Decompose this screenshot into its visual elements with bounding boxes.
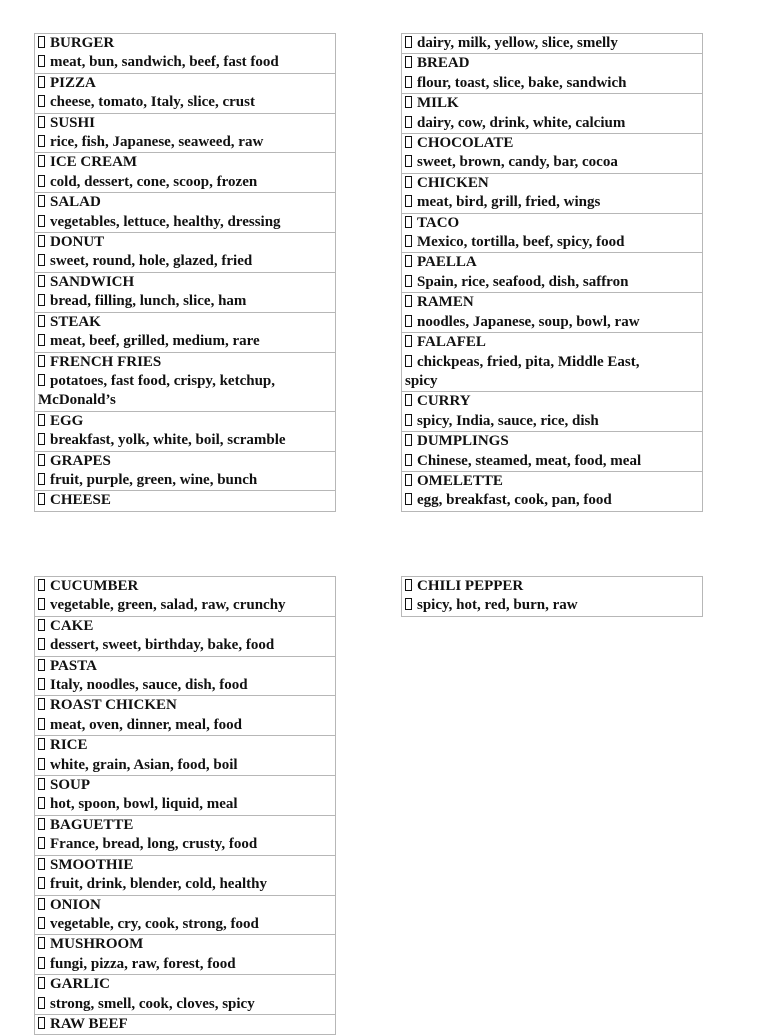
word-card-text: STEAK	[50, 313, 101, 330]
checkbox-glyph-icon	[405, 598, 412, 610]
word-card-text: ONION	[50, 896, 101, 913]
word-card-clues	[38, 53, 333, 72]
word-card-text: PASTA	[50, 657, 97, 674]
word-card-text: GRAPES	[50, 452, 111, 469]
word-card	[402, 293, 702, 333]
word-card-text: fungi, pizza, raw, forest, food	[50, 955, 236, 972]
checkbox-glyph-icon	[38, 659, 45, 671]
checkbox-glyph-icon	[38, 858, 45, 870]
checkbox-glyph-icon	[38, 254, 45, 266]
word-card-text: spicy, hot, red, burn, raw	[417, 597, 578, 614]
word-card-heading	[38, 1015, 333, 1034]
checkbox-glyph-icon	[38, 619, 45, 631]
word-card-clues	[38, 915, 333, 934]
checkbox-glyph-icon	[405, 493, 412, 505]
word-card-clues	[405, 114, 700, 133]
word-card-heading	[405, 472, 700, 491]
checkbox-glyph-icon	[405, 355, 412, 367]
word-card-text: FRENCH FRIES	[50, 353, 162, 370]
word-card-heading	[405, 214, 700, 233]
word-card-heading	[38, 577, 333, 596]
word-card	[35, 736, 335, 776]
word-card-text: fruit, purple, green, wine, bunch	[50, 471, 258, 488]
word-card-column-bottom-right	[401, 576, 703, 617]
word-card-text: meat, oven, dinner, meal, food	[50, 716, 242, 733]
word-card	[35, 935, 335, 975]
word-card-text: vegetables, lettuce, healthy, dressing	[50, 213, 281, 230]
word-card-heading	[38, 657, 333, 676]
checkbox-glyph-icon	[38, 837, 45, 849]
word-card-text: bread, filling, lunch, slice, ham	[50, 293, 247, 310]
word-card-text: CHILI PEPPER	[417, 578, 524, 594]
word-card-clues	[38, 93, 333, 112]
checkbox-glyph-icon	[405, 275, 412, 287]
word-card-text: OMELETTE	[417, 472, 503, 489]
word-card-text: CAKE	[50, 617, 94, 634]
word-card-column-top-left	[34, 33, 336, 512]
checkbox-glyph-icon	[38, 473, 45, 485]
word-card-clues	[38, 955, 333, 974]
word-card-text: chickpeas, fried, pita, Middle East,	[417, 353, 640, 370]
word-card-clues	[38, 756, 333, 775]
checkbox-glyph-icon	[38, 294, 45, 306]
checkbox-glyph-icon	[405, 394, 412, 406]
word-card	[402, 174, 702, 214]
checkbox-glyph-icon	[405, 579, 412, 591]
checkbox-glyph-icon	[38, 898, 45, 910]
checkbox-glyph-icon	[38, 334, 45, 346]
word-card	[402, 214, 702, 254]
word-card-text: sweet, round, hole, glazed, fried	[50, 253, 253, 270]
word-card-heading	[38, 935, 333, 954]
checkbox-glyph-icon	[38, 235, 45, 247]
checkbox-glyph-icon	[38, 95, 45, 107]
word-card-text: fruit, drink, blender, cold, healthy	[50, 876, 267, 893]
word-card-heading	[38, 816, 333, 835]
checkbox-glyph-icon	[38, 997, 45, 1009]
word-card-heading	[38, 34, 333, 53]
word-card-clues	[405, 353, 700, 372]
word-card-heading	[405, 253, 700, 272]
word-card-text: CUCUMBER	[50, 578, 139, 594]
word-card-clues	[38, 133, 333, 152]
checkbox-glyph-icon	[405, 335, 412, 347]
word-card-heading	[38, 273, 333, 292]
word-card	[402, 94, 702, 134]
checkbox-glyph-icon	[38, 493, 45, 505]
checkbox-glyph-icon	[405, 216, 412, 228]
word-card	[35, 412, 335, 452]
word-card-clues	[38, 372, 333, 391]
word-card-heading	[38, 452, 333, 471]
word-card-text: white, grain, Asian, food, boil	[50, 756, 238, 773]
word-card-heading	[38, 193, 333, 212]
word-card-text: SMOOTHIE	[50, 856, 134, 873]
word-card-text: strong, smell, cook, cloves, spicy	[50, 995, 255, 1012]
word-card-clues	[38, 252, 333, 271]
word-card	[402, 577, 702, 617]
checkbox-glyph-icon	[405, 136, 412, 148]
word-card-text: spicy	[405, 372, 438, 389]
word-card-heading	[405, 34, 700, 53]
word-card-clues	[38, 431, 333, 450]
checkbox-glyph-icon	[38, 1017, 45, 1029]
word-card-text: vegetable, cry, cook, strong, food	[50, 915, 259, 932]
word-card	[402, 54, 702, 94]
word-card-text: dairy, milk, yellow, slice, smelly	[417, 35, 618, 51]
checkbox-glyph-icon	[38, 678, 45, 690]
word-card	[35, 273, 335, 313]
word-card-text: ICE CREAM	[50, 154, 138, 171]
word-card-text: meat, bird, grill, fried, wings	[417, 194, 601, 211]
word-card-clues	[38, 391, 333, 410]
word-card-text: cold, dessert, cone, scoop, frozen	[50, 173, 258, 190]
word-card-text: PIZZA	[50, 74, 96, 91]
word-card-text: hot, spoon, bowl, liquid, meal	[50, 796, 238, 813]
word-card-clues	[38, 213, 333, 232]
word-card-heading	[38, 975, 333, 994]
word-card-text: egg, breakfast, cook, pan, food	[417, 492, 612, 509]
word-card-clues	[38, 173, 333, 192]
word-card-text: potatoes, fast food, crispy, ketchup,	[50, 372, 276, 389]
word-card	[35, 975, 335, 1015]
word-card-heading	[38, 353, 333, 372]
word-card-column-top-right	[401, 33, 703, 512]
word-card-clues	[405, 372, 700, 391]
word-card	[35, 114, 335, 154]
checkbox-glyph-icon	[38, 758, 45, 770]
checkbox-glyph-icon	[38, 215, 45, 227]
word-card-clues	[38, 716, 333, 735]
word-card-text: TACO	[417, 214, 460, 231]
word-card	[35, 1015, 335, 1035]
word-card	[402, 333, 702, 392]
checkbox-glyph-icon	[38, 698, 45, 710]
checkbox-glyph-icon	[38, 977, 45, 989]
word-card-text: FALAFEL	[417, 334, 486, 351]
word-card-heading	[405, 94, 700, 113]
word-card	[402, 392, 702, 432]
word-card	[402, 134, 702, 174]
word-card	[35, 153, 335, 193]
word-card	[35, 577, 335, 617]
word-card	[402, 34, 702, 54]
word-card-heading	[38, 856, 333, 875]
word-card-heading	[38, 313, 333, 332]
checkbox-glyph-icon	[38, 957, 45, 969]
checkbox-glyph-icon	[405, 255, 412, 267]
word-card	[402, 253, 702, 293]
checkbox-glyph-icon	[405, 56, 412, 68]
word-card-clues	[405, 412, 700, 431]
word-card-text: Italy, noodles, sauce, dish, food	[50, 677, 248, 694]
word-card-text: GARLIC	[50, 976, 111, 993]
word-card-text: RAW BEEF	[50, 1015, 128, 1032]
checkbox-glyph-icon	[38, 195, 45, 207]
word-card-text: breakfast, yolk, white, boil, scramble	[50, 432, 286, 449]
word-card	[35, 776, 335, 816]
checkbox-glyph-icon	[405, 76, 412, 88]
word-card-heading	[38, 74, 333, 93]
word-card-heading	[38, 736, 333, 755]
word-card-text: France, bread, long, crusty, food	[50, 836, 258, 853]
word-card-text: Mexico, tortilla, beef, spicy, food	[417, 234, 625, 251]
word-card	[35, 696, 335, 736]
word-card-clues	[38, 471, 333, 490]
word-card-clues	[405, 452, 700, 471]
checkbox-glyph-icon	[38, 598, 45, 610]
checkbox-glyph-icon	[405, 155, 412, 167]
checkbox-glyph-icon	[38, 917, 45, 929]
word-card-heading	[38, 896, 333, 915]
word-card-heading	[405, 392, 700, 411]
checkbox-glyph-icon	[405, 454, 412, 466]
word-card	[35, 313, 335, 353]
word-card-text: SOUP	[50, 777, 91, 794]
word-card-text: CHOCOLATE	[417, 135, 514, 152]
checkbox-glyph-icon	[405, 295, 412, 307]
word-card-text: meat, bun, sandwich, beef, fast food	[50, 54, 279, 71]
checkbox-glyph-icon	[38, 374, 45, 386]
word-card-text: SALAD	[50, 194, 101, 211]
checkbox-glyph-icon	[38, 155, 45, 167]
word-card-text: cheese, tomato, Italy, slice, crust	[50, 94, 255, 111]
word-card-text: BAGUETTE	[50, 816, 134, 833]
checkbox-glyph-icon	[405, 434, 412, 446]
word-card	[35, 74, 335, 114]
word-card-text: rice, fish, Japanese, seaweed, raw	[50, 134, 264, 151]
checkbox-glyph-icon	[405, 315, 412, 327]
checkbox-glyph-icon	[405, 176, 412, 188]
word-card-heading	[405, 54, 700, 73]
word-card-clues	[38, 292, 333, 311]
checkbox-glyph-icon	[405, 235, 412, 247]
word-card-clues	[38, 995, 333, 1014]
word-card-text: MILK	[417, 95, 459, 112]
word-card-heading	[38, 696, 333, 715]
word-card-text: DONUT	[50, 234, 105, 251]
word-card-heading	[405, 134, 700, 153]
word-card-clues	[38, 676, 333, 695]
word-card-heading	[38, 233, 333, 252]
checkbox-glyph-icon	[38, 135, 45, 147]
word-card-text: PAELLA	[417, 254, 477, 271]
word-card-text: dairy, cow, drink, white, calcium	[417, 114, 626, 131]
word-card-text: Chinese, steamed, meat, food, meal	[417, 452, 642, 469]
checkbox-glyph-icon	[405, 96, 412, 108]
word-card-text: SANDWICH	[50, 273, 135, 290]
checkbox-glyph-icon	[38, 778, 45, 790]
checkbox-glyph-icon	[38, 275, 45, 287]
word-card-text: DUMPLINGS	[417, 433, 509, 450]
checkbox-glyph-icon	[38, 877, 45, 889]
word-card-clues	[38, 636, 333, 655]
word-card-heading	[405, 293, 700, 312]
checkbox-glyph-icon	[405, 414, 412, 426]
word-card-text: RICE	[50, 737, 88, 754]
checkbox-glyph-icon	[38, 355, 45, 367]
word-card-text: RAMEN	[417, 294, 474, 311]
word-card-clues	[405, 74, 700, 93]
checkbox-glyph-icon	[38, 818, 45, 830]
word-card-text: ROAST CHICKEN	[50, 697, 177, 714]
word-card-text: CHICKEN	[417, 174, 489, 191]
word-card-heading	[405, 174, 700, 193]
checkbox-glyph-icon	[405, 474, 412, 486]
word-card-text: meat, beef, grilled, medium, rare	[50, 333, 260, 350]
word-card-text: noodles, Japanese, soup, bowl, raw	[417, 313, 640, 330]
word-card-heading	[38, 153, 333, 172]
word-card-text: vegetable, green, salad, raw, crunchy	[50, 597, 286, 614]
checkbox-glyph-icon	[38, 738, 45, 750]
checkbox-glyph-icon	[38, 797, 45, 809]
word-card-clues	[38, 596, 333, 615]
word-card	[35, 353, 335, 412]
word-card	[35, 896, 335, 936]
checkbox-glyph-icon	[38, 414, 45, 426]
word-card-heading	[405, 432, 700, 451]
word-card	[35, 233, 335, 273]
word-card-clues	[38, 795, 333, 814]
word-card-heading	[38, 491, 333, 510]
word-card-clues	[405, 273, 700, 292]
checkbox-glyph-icon	[38, 116, 45, 128]
checkbox-glyph-icon	[405, 116, 412, 128]
word-card-heading	[38, 776, 333, 795]
word-card-clues	[405, 596, 700, 615]
word-card-clues	[38, 332, 333, 351]
checkbox-glyph-icon	[38, 175, 45, 187]
word-card-clues	[405, 193, 700, 212]
word-card-heading	[405, 333, 700, 352]
word-card	[35, 617, 335, 657]
word-card-text: McDonald’s	[38, 392, 116, 409]
checkbox-glyph-icon	[38, 454, 45, 466]
word-card-text: dessert, sweet, birthday, bake, food	[50, 637, 275, 654]
word-card	[35, 34, 335, 74]
word-card-heading	[405, 577, 700, 596]
checkbox-glyph-icon	[38, 433, 45, 445]
word-card-text: sweet, brown, candy, bar, cocoa	[417, 154, 618, 171]
word-card	[35, 816, 335, 856]
word-card-text: spicy, India, sauce, rice, dish	[417, 412, 599, 429]
word-card-text: MUSHROOM	[50, 936, 144, 953]
word-card-text: SUSHI	[50, 114, 96, 131]
checkbox-glyph-icon	[405, 195, 412, 207]
word-card-heading	[38, 114, 333, 133]
word-card-clues	[38, 875, 333, 894]
word-card-clues	[405, 233, 700, 252]
word-card-text: CHEESE	[50, 492, 111, 509]
word-card-text: Spain, rice, seafood, dish, saffron	[417, 273, 629, 290]
checkbox-glyph-icon	[38, 718, 45, 730]
checkbox-glyph-icon	[38, 638, 45, 650]
word-card-clues	[405, 491, 700, 510]
word-card-heading	[38, 617, 333, 636]
word-card-text: EGG	[50, 412, 84, 429]
word-card	[402, 432, 702, 472]
word-card-text: CURRY	[417, 393, 471, 410]
word-card-clues	[405, 313, 700, 332]
word-card	[402, 472, 702, 512]
word-card-heading	[38, 412, 333, 431]
checkbox-glyph-icon	[38, 55, 45, 67]
word-card	[35, 856, 335, 896]
word-card	[35, 452, 335, 492]
checkbox-glyph-icon	[38, 76, 45, 88]
word-card	[35, 491, 335, 511]
checkbox-glyph-icon	[38, 36, 45, 48]
word-card-column-bottom-left	[34, 576, 336, 1035]
word-card	[35, 193, 335, 233]
checkbox-glyph-icon	[38, 937, 45, 949]
word-card-clues	[405, 153, 700, 172]
word-card-text: flour, toast, slice, bake, sandwich	[417, 74, 627, 91]
checkbox-glyph-icon	[38, 315, 45, 327]
word-card-text: BREAD	[417, 55, 470, 72]
checkbox-glyph-icon	[38, 579, 45, 591]
word-card-text: BURGER	[50, 35, 115, 51]
checkbox-glyph-icon	[405, 36, 412, 48]
word-card-clues	[38, 835, 333, 854]
word-card	[35, 657, 335, 697]
